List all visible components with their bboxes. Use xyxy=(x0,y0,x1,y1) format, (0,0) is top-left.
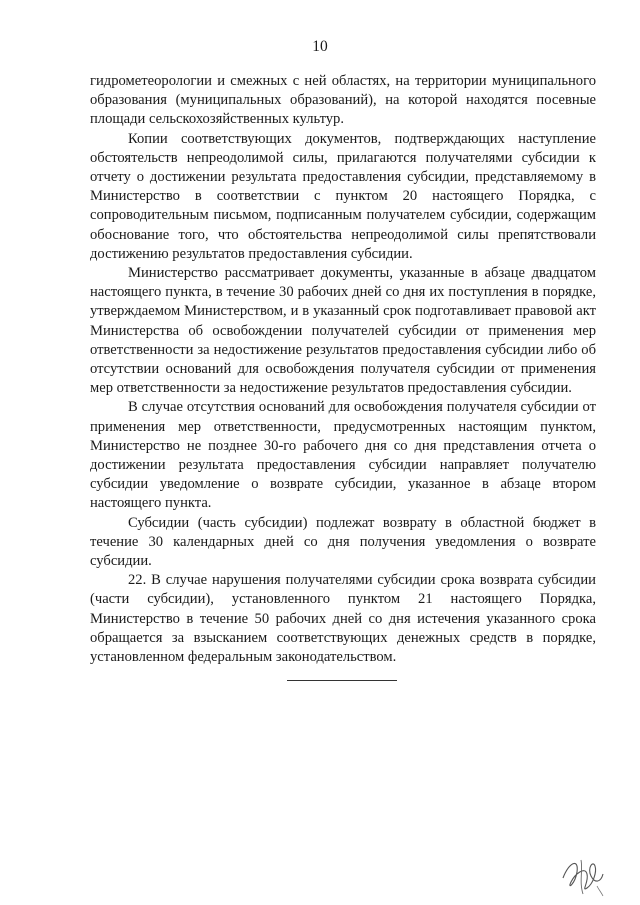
paragraph-refund-deadline: Субсидии (часть субсидии) подлежат возврату в областной бюджет в течение 30 календарных дней со дня получения уведомления о возврате субсидии. xyxy=(90,514,596,570)
end-divider-line xyxy=(287,680,397,681)
paragraph-clause-22: 22. В случае нарушения получателями субсидии срока возврата субсидии (части субсидии), установленного пунктом 21 настоящего Порядка, Министерство в течение 50 рабочих дней со дня истечения указанного срока обращается за взысканием соответствующих денежных средств в порядке, установленном федеральным законодательством. xyxy=(90,572,596,666)
paragraph-force-majeure-documents: Копии соответствующих документов, подтверждающих наступление обстоятельств непреодолимой силы, прилагаются получателями субсидии к отчету о достижении результата предоставления субсидии, представляемому в Министерство в соответствии с пунктом 20 настоящего Порядка, с сопроводительным письмом, подписанным получателем субсидии, содержащим обоснование того, что обстоятельства непреодолимой силы препятствовали достижению результатов предоставления субсидии. xyxy=(90,130,596,262)
paragraph-ministry-review: Министерство рассматривает документы, указанные в абзаце двадцатом настоящего пункта, в течение 30 рабочих дней со дня их поступления в порядке, утверждаемом Министерством, и в указанный срок подготавливает правовой акт Министерства об освобождении получателей субсидии от применения мер ответственности за недостижение результатов предоставления субсидии либо об отсутствии оснований для освобождения получателя субсидии от применения мер ответственности за недостижение результатов предоставления субсидии. xyxy=(90,265,596,397)
handwritten-signature xyxy=(557,852,607,898)
paragraph-continuation: гидрометеорологии и смежных с ней областях, на территории муниципального образования (муниципальных образований), на которой находятся посевные площади сельскохозяйственных культур. xyxy=(90,73,596,128)
document-body xyxy=(90,72,596,667)
paragraph-no-grounds-notice: В случае отсутствия оснований для освобождения получателя субсидии от применения мер ответственности, предусмотренных настоящим пунктом, Министерство не позднее 30-го рабочего дня со дня представления отчета о достижении результата предоставления субсидии направляет получателю субсидии уведомление о возврате субсидии, указанное в абзаце втором настоящего пункта. xyxy=(90,399,596,512)
page-number: 10 xyxy=(312,38,328,55)
